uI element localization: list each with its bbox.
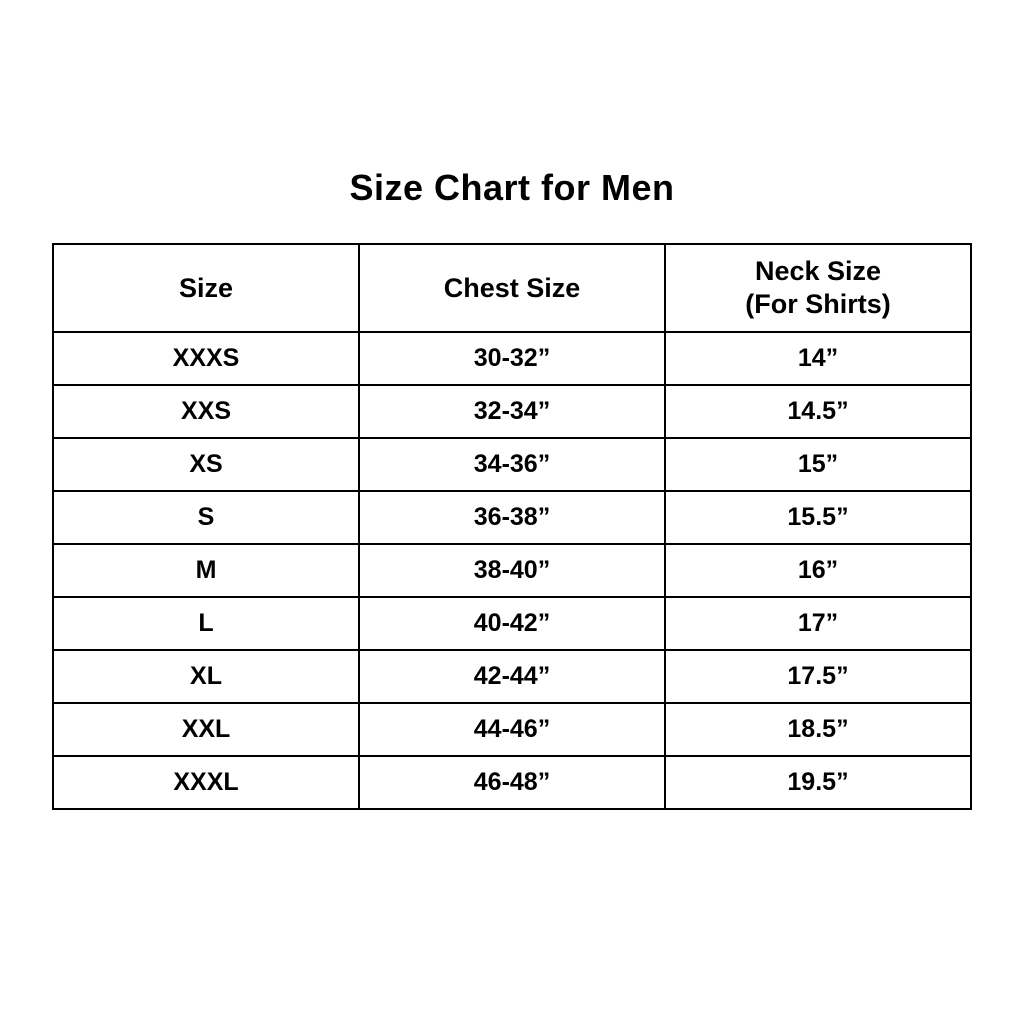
table-row (53, 703, 971, 756)
cell-chest-size: 30-32” (359, 332, 665, 385)
table-row (53, 756, 971, 809)
table-row (53, 438, 971, 491)
cell-size: XS (53, 438, 359, 491)
table-row (53, 385, 971, 438)
cell-neck-size: 15” (665, 438, 971, 491)
cell-size: XXL (53, 703, 359, 756)
cell-chest-size: 34-36” (359, 438, 665, 491)
cell-neck-size: 15.5” (665, 491, 971, 544)
cell-chest-size: 44-46” (359, 703, 665, 756)
table-header-row (53, 244, 971, 332)
page-title: Size Chart for Men (349, 167, 675, 208)
cell-chest-size: 40-42” (359, 597, 665, 650)
header-neck-size-label: Neck Size (754, 256, 882, 286)
cell-neck-size: 17.5” (665, 650, 971, 703)
cell-chest-size: 38-40” (359, 544, 665, 597)
cell-neck-size: 17” (665, 597, 971, 650)
cell-size: XXXS (53, 332, 359, 385)
cell-neck-size: 14.5” (665, 385, 971, 438)
header-cell-size (53, 244, 359, 332)
cell-size: M (53, 544, 359, 597)
cell-neck-size: 18.5” (665, 703, 971, 756)
cell-size: L (53, 597, 359, 650)
header-size-label: Size (178, 272, 234, 303)
table-row (53, 544, 971, 597)
cell-size: S (53, 491, 359, 544)
header-cell-chest-size (359, 244, 665, 332)
table-row (53, 650, 971, 703)
cell-chest-size: 42-44” (359, 650, 665, 703)
header-cell-neck-size (665, 244, 971, 332)
cell-neck-size: 16” (665, 544, 971, 597)
table-row (53, 597, 971, 650)
cell-chest-size: 46-48” (359, 756, 665, 809)
cell-chest-size: 32-34” (359, 385, 665, 438)
table-row (53, 491, 971, 544)
cell-size: XXS (53, 385, 359, 438)
header-neck-size-sublabel: (For Shirts) (745, 289, 891, 319)
size-chart-table (52, 243, 972, 810)
cell-size: XXXL (53, 756, 359, 809)
cell-size: XL (53, 650, 359, 703)
cell-neck-size: 14” (665, 332, 971, 385)
table-row (53, 332, 971, 385)
cell-neck-size: 19.5” (665, 756, 971, 809)
cell-chest-size: 36-38” (359, 491, 665, 544)
header-chest-size-label: Chest Size (443, 272, 581, 303)
